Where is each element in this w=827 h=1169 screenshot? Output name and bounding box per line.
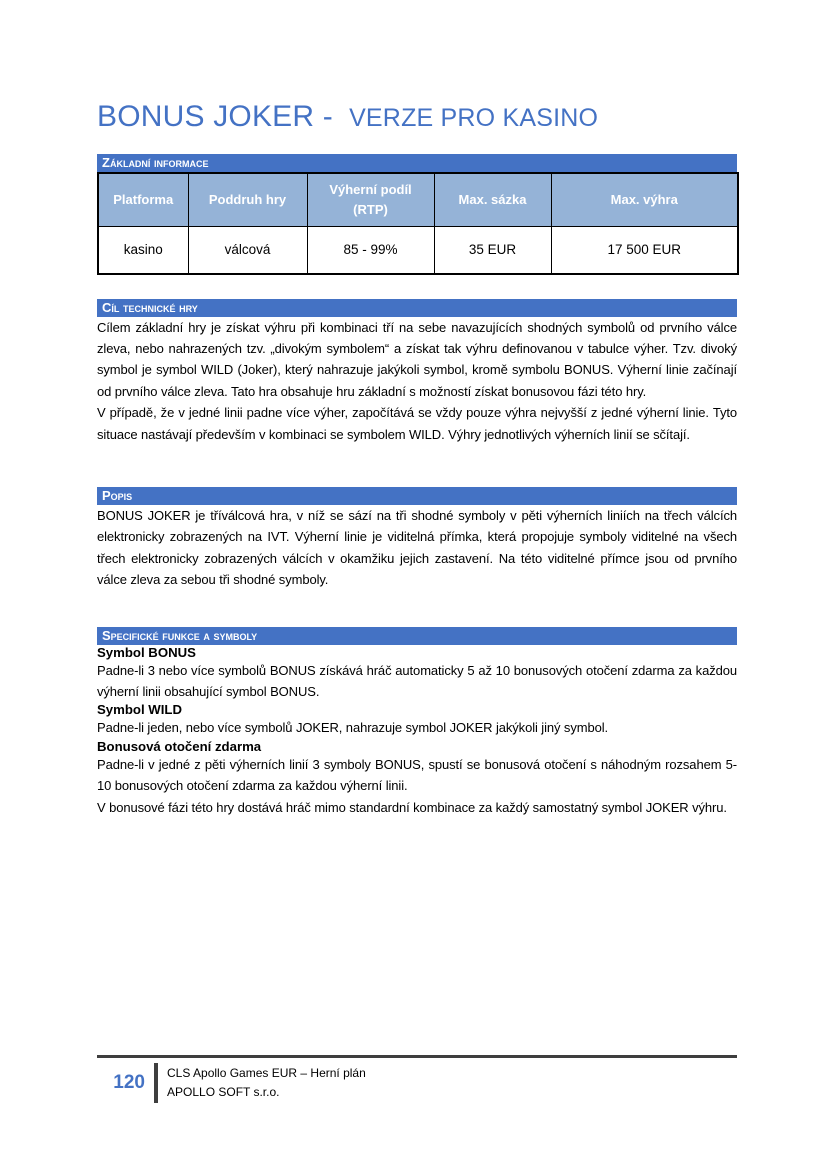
- bonusova-otoceni-paragraph-1: Padne-li v jedné z pěti výherních linií 3 symboly BONUS, spustí se bonusová otočení s náhodným rozsahem 5-10 bonusových otočení zdarma za každou výherní linii.: [97, 756, 737, 794]
- table-header-row: [98, 173, 738, 227]
- bonusova-otoceni-paragraph-2: V bonusové fázi této hry dostává hráč mimo standardní kombinace za každý samostatný symbol JOKER výhru.: [97, 799, 727, 815]
- cell-poddruh-hry: válcová: [188, 227, 307, 274]
- basic-info-table: [97, 172, 739, 275]
- page-number: 120: [113, 1072, 145, 1093]
- cell-max-vyhra: 17 500 EUR: [551, 227, 738, 274]
- cell-vyherni-podil: 85 - 99%: [307, 227, 434, 274]
- symbol-bonus-paragraph: Padne-li 3 nebo více symbolů BONUS získává hráč automaticky 5 až 10 bonusových otočení zdarma za každou výherní linii obsahující symbol BONUS.: [97, 662, 737, 700]
- footer-rule: [97, 1055, 737, 1058]
- subheading-symbol-wild: Symbol WILD: [97, 702, 182, 718]
- subheading-bonusova-otoceni-zdarma: Bonusová otočení zdarma: [97, 738, 262, 754]
- footer-text: [158, 1064, 366, 1102]
- page-title-subtitle: VERZE PRO KASINO: [349, 104, 599, 132]
- footer-line-1: CLS Apollo Games EUR – Herní plán: [167, 1066, 366, 1080]
- cell-max-sazka: 35 EUR: [434, 227, 551, 274]
- section-header-cil-technicke-hry: Cíl technické hry: [97, 299, 737, 317]
- table-header-max-vyhra: Max. výhra: [551, 173, 738, 227]
- section-header-zakladni-informace: Základní informace: [97, 154, 737, 172]
- table-header-poddruh-hry: Poddruh hry: [188, 173, 307, 227]
- footer-row: [97, 1063, 737, 1103]
- page-title: [97, 0, 737, 133]
- section-header-specificke-funkce-a-symboly: Specifické funkce a symboly: [97, 627, 737, 645]
- page-content: [97, 0, 737, 818]
- page-footer: [97, 1055, 737, 1103]
- symbol-wild-paragraph: Padne-li jeden, nebo více symbolů JOKER, nahrazuje symbol JOKER jakýkoli jiný symbol.: [97, 720, 609, 736]
- table-header-max-sazka: Max. sázka: [434, 173, 551, 227]
- goal-paragraph-2: V případě, že v jedné linii padne více výher, započítává se vždy pouze výhra nejvyšší z jedné výherní linie. Tyto situace nastávají především v kombinaci se symbolem WILD. Výhry jednotlivých výherních linií se sčítají.: [97, 405, 737, 442]
- table-row: [98, 227, 738, 274]
- cell-platforma: kasino: [98, 227, 188, 274]
- table-header-platforma: Platforma: [98, 173, 188, 227]
- page-title-main: BONUS JOKER -: [97, 100, 333, 133]
- section-header-popis: Popis: [97, 487, 737, 505]
- subheading-symbol-bonus: Symbol BONUS: [97, 644, 196, 660]
- goal-paragraph-1: Cílem základní hry je získat výhru při kombinaci tří na sebe navazujících shodných symbolů od prvního válce zleva, nebo nahrazených tzv. „divokým symbolem“ a získat tak výhru definovanou v tabulce výher. Tzv. divoký symbol je symbol WILD (Joker), který nahrazuje jakýkoli symbol, kromě symbolu BONUS. Výherní linie začínají od prvního válce zleva. Tato hra obsahuje hru základní s možností získat bonusovou fázi této hry.: [97, 319, 737, 399]
- popis-paragraph: BONUS JOKER je tříválcová hra, v níž se sází na tři shodné symboly v pěti výherních liniích na třech válcích elektronicky zobrazených na IVT. Výherní linie je viditelná přímka, která propojuje symboly viditelné na všech třech elektronicky zobrazených válcích v okamžiku jejich zastavení. Na této viditelné přímce jsou od prvního válce zleva za sebou tři shodné symboly.: [97, 508, 737, 588]
- footer-line-2: APOLLO SOFT s.r.o.: [167, 1085, 280, 1099]
- table-header-vyherni-podil: Výherní podíl (RTP): [307, 173, 434, 227]
